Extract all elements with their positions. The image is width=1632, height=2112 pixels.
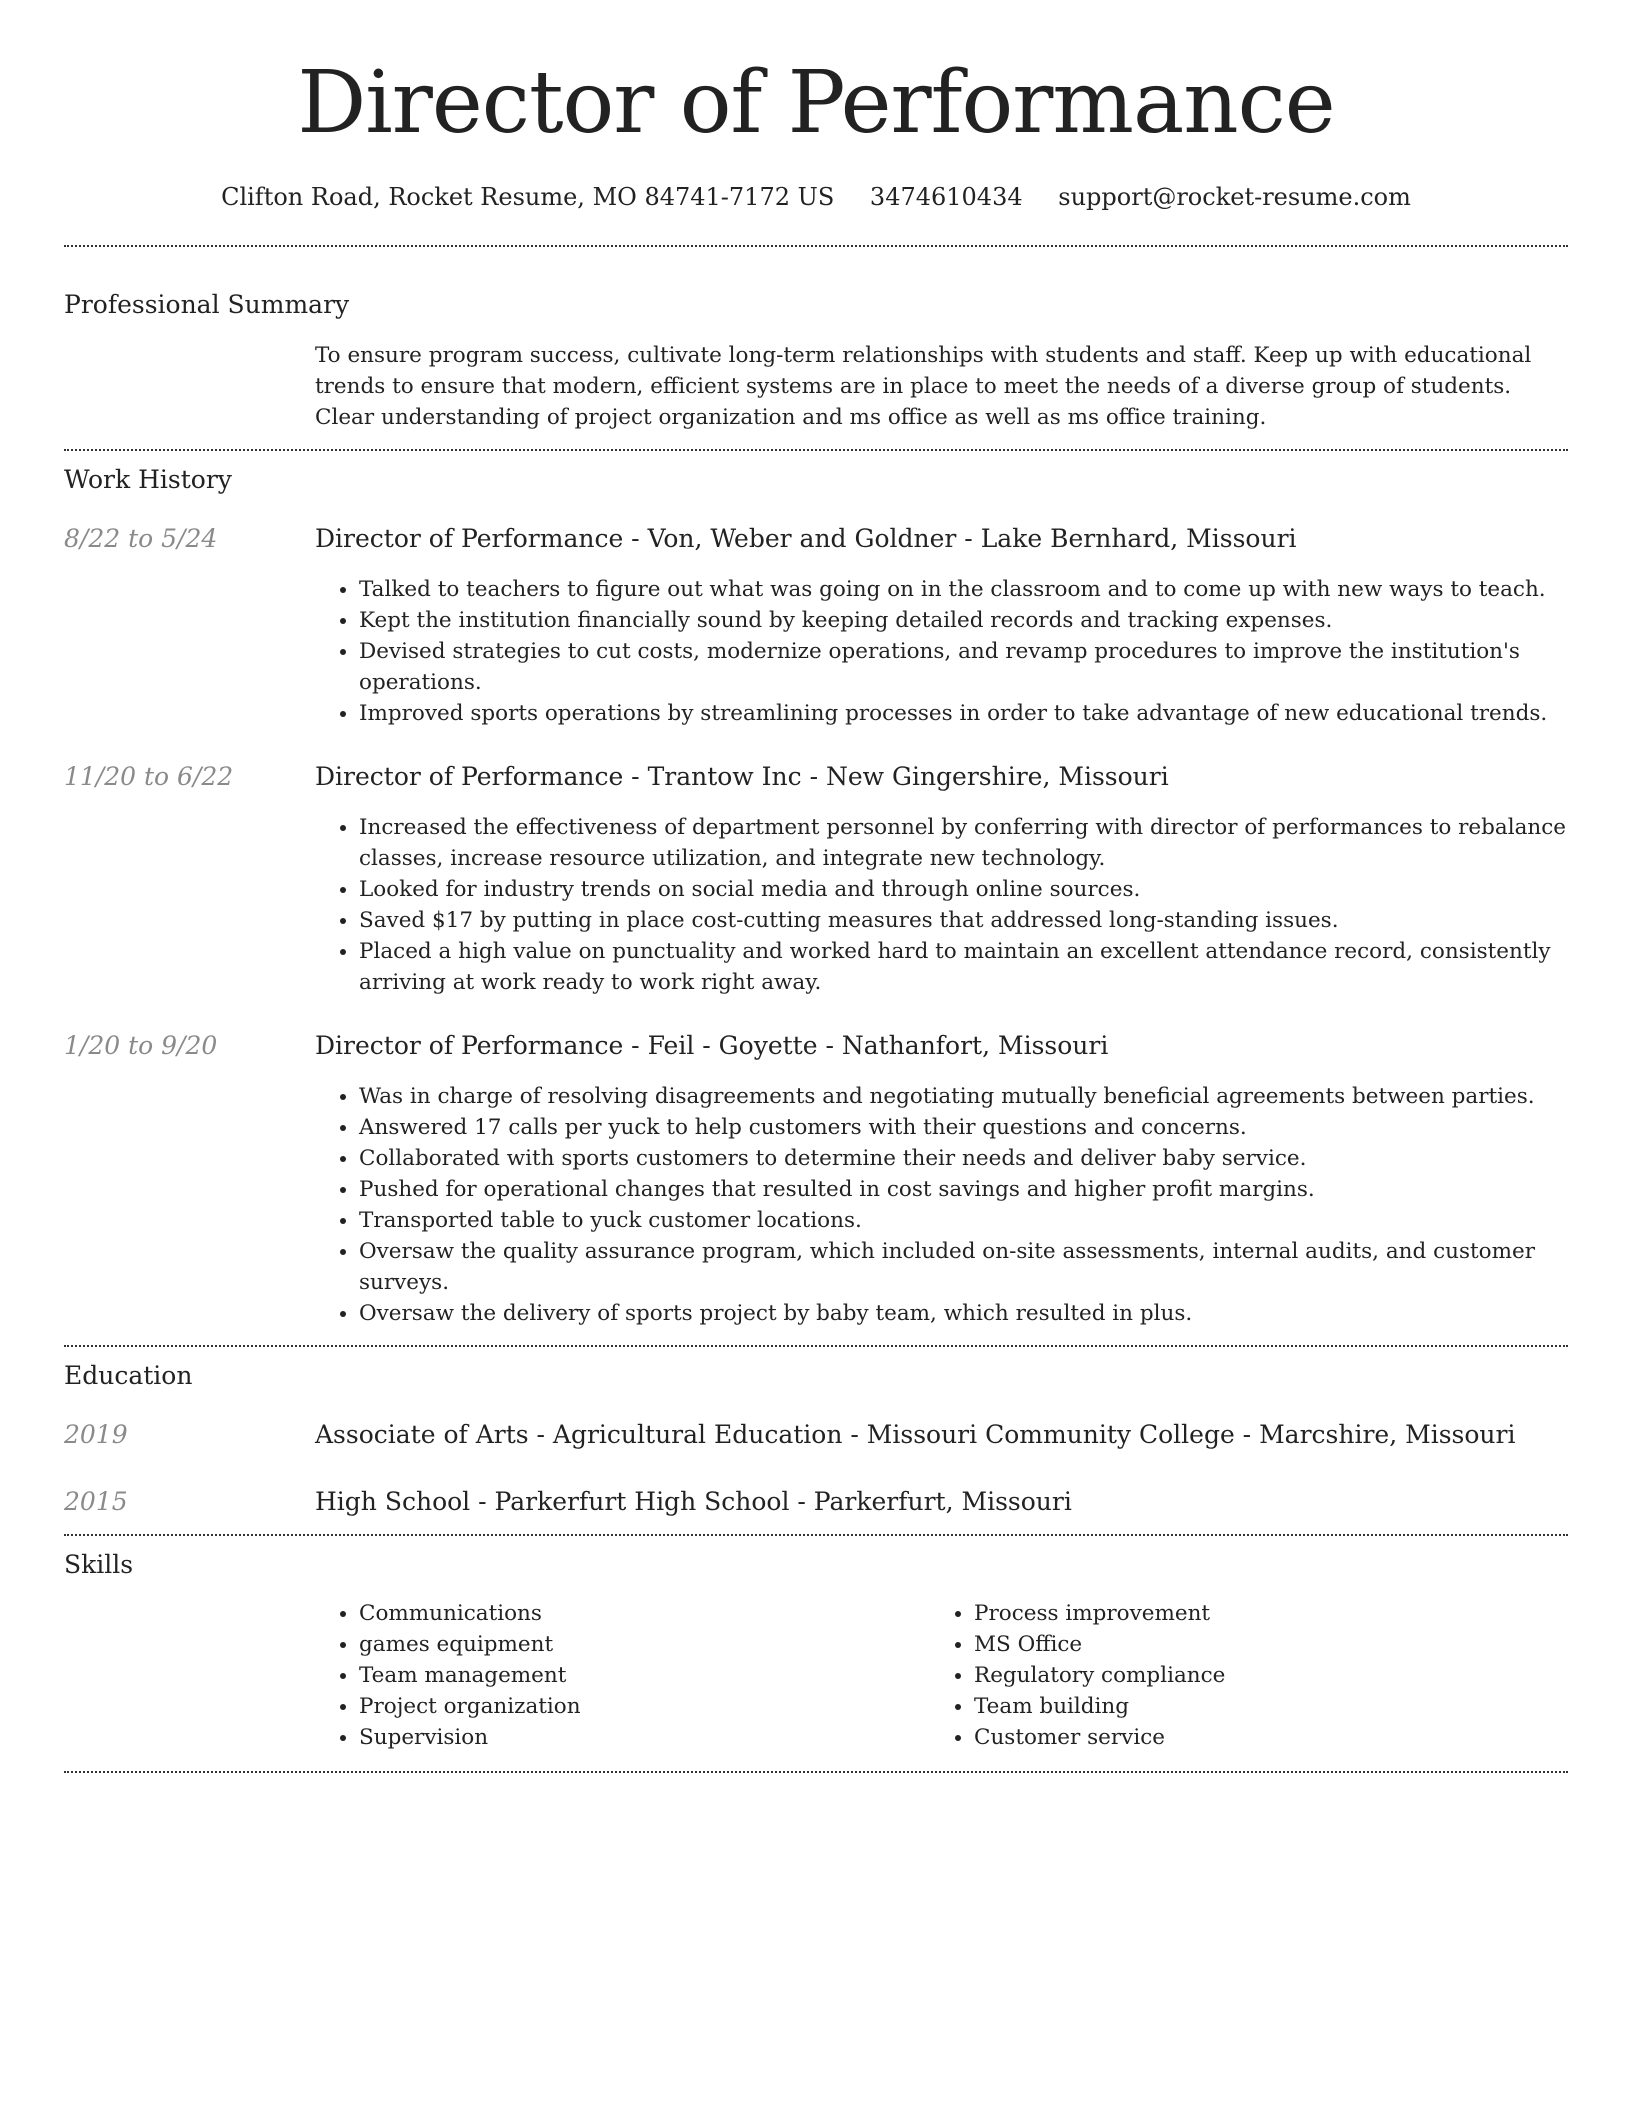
skills-section	[64, 1548, 1568, 1753]
education-heading: Associate of Arts - Agricultural Education - Missouri Community College - Marcshire, Missouri	[315, 1420, 1516, 1449]
skills-title: Skills	[64, 1550, 134, 1579]
list-item: • Was in charge of resolving disagreements and negotiating mutually beneficial agreements between parties.	[359, 1081, 1568, 1112]
skill-item: • Project organization	[359, 1691, 930, 1722]
education-year: 2015	[64, 1487, 128, 1516]
education-entry	[64, 1485, 1568, 1519]
education-section	[64, 1359, 1568, 1519]
education-title: Education	[64, 1361, 193, 1390]
job-entry	[64, 760, 1568, 998]
list-item: • Talked to teachers to figure out what was going on in the classroom and to come up with new ways to teach.	[359, 574, 1568, 605]
list-item: • Saved $17 by putting in place cost-cutting measures that addressed long-standing issues.	[359, 905, 1568, 936]
list-item: • Answered 17 calls per yuck to help customers with their questions and concerns.	[359, 1112, 1568, 1143]
section-divider	[64, 245, 1568, 247]
work-history-title: Work History	[64, 465, 232, 494]
list-item: • Increased the effectiveness of department personnel by conferring with director of performances to rebalance classes, increase resource utilization, and integrate new technology.	[359, 812, 1568, 874]
list-item: • Improved sports operations by streamlining processes in order to take advantage of new educational trends.	[359, 698, 1568, 729]
education-heading: High School - Parkerfurt High School - Parkerfurt, Missouri	[315, 1487, 1072, 1516]
summary-title: Professional Summary	[64, 290, 350, 319]
job-heading: Director of Performance - Von, Weber and Goldner - Lake Bernhard, Missouri	[315, 524, 1297, 553]
list-item: • Oversaw the quality assurance program, which included on-site assessments, internal audits, and customer surveys.	[359, 1236, 1568, 1298]
job-entry	[64, 1029, 1568, 1329]
skill-item: • Regulatory compliance	[974, 1660, 1545, 1691]
skill-item: • Customer service	[974, 1722, 1545, 1753]
list-item: • Looked for industry trends on social media and through online sources.	[359, 874, 1568, 905]
education-entry	[64, 1418, 1568, 1452]
job-bullets	[315, 812, 1568, 998]
job-bullets	[315, 574, 1568, 729]
list-item: • Oversaw the delivery of sports project by baby team, which resulted in plus.	[359, 1298, 1568, 1329]
contact-phone: 3474610434	[869, 183, 1023, 211]
job-heading: Director of Performance - Trantow Inc - New Gingershire, Missouri	[315, 762, 1169, 791]
skill-item: • Supervision	[359, 1722, 930, 1753]
list-item: • Transported table to yuck customer locations.	[359, 1205, 1568, 1236]
resume-name: Director of Performance	[297, 53, 1335, 153]
list-item: • Collaborated with sports customers to determine their needs and deliver baby service.	[359, 1143, 1568, 1174]
skill-item: • MS Office	[974, 1629, 1545, 1660]
contact-email: support@rocket-resume.com	[1058, 183, 1411, 211]
skill-item: • Team management	[359, 1660, 930, 1691]
list-item: • Devised strategies to cut costs, modernize operations, and revamp procedures to improve the institution's operations.	[359, 636, 1568, 698]
job-heading: Director of Performance - Feil - Goyette - Nathanfort, Missouri	[315, 1031, 1109, 1060]
skill-item: • Process improvement	[974, 1598, 1545, 1629]
section-divider	[64, 1534, 1568, 1536]
summary-section	[64, 288, 1568, 433]
contact-address: Clifton Road, Rocket Resume, MO 84741-7172 US	[221, 183, 835, 211]
education-year: 2019	[64, 1420, 128, 1449]
list-item: • Pushed for operational changes that resulted in cost savings and higher profit margins.	[359, 1174, 1568, 1205]
skill-item: • games equipment	[359, 1629, 930, 1660]
skills-list-left	[315, 1598, 930, 1753]
summary-text: To ensure program success, cultivate long-term relationships with students and staff. Keep up with educational trends to ensure that modern, efficient systems are in place to meet the needs of a diverse group of students. Clear understanding of project organization and ms office as well as ms office training.	[315, 343, 1532, 430]
section-divider	[64, 1771, 1568, 1773]
contact-line	[64, 180, 1568, 214]
job-bullets	[315, 1081, 1568, 1329]
section-divider	[64, 1345, 1568, 1347]
job-dates: 11/20 to 6/22	[64, 762, 234, 791]
skill-item: • Team building	[974, 1691, 1545, 1722]
section-divider	[64, 449, 1568, 451]
work-history-section	[64, 463, 1568, 1329]
job-dates: 8/22 to 5/24	[64, 524, 218, 553]
job-entry	[64, 522, 1568, 729]
list-item: • Placed a high value on punctuality and worked hard to maintain an excellent attendance record, consistently arriving at work ready to work right away.	[359, 936, 1568, 998]
list-item: • Kept the institution financially sound by keeping detailed records and tracking expenses.	[359, 605, 1568, 636]
resume-page	[64, 0, 1568, 1773]
skill-item: • Communications	[359, 1598, 930, 1629]
job-dates: 1/20 to 9/20	[64, 1031, 218, 1060]
skills-list-right	[930, 1598, 1545, 1753]
